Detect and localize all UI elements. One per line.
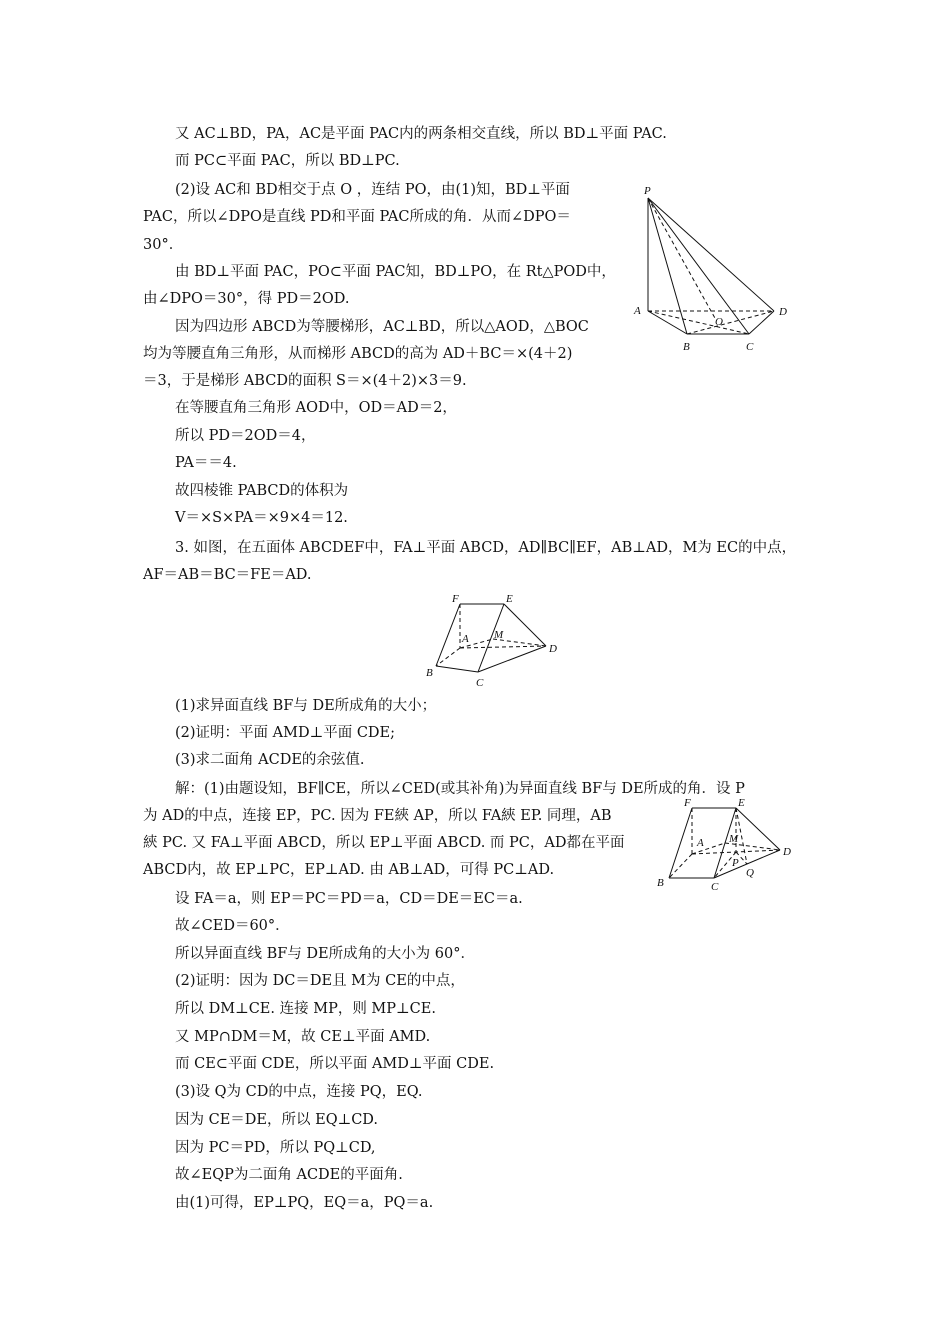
pentahedron-solution-figure <box>652 792 802 892</box>
text-line: 均为等腰直角三角形，从而梯形 ABCD的高为 AD＋BC＝×(4＋2) <box>143 346 573 362</box>
label-A: A <box>634 305 641 317</box>
label-E: E <box>738 797 745 809</box>
pentahedron-figure <box>418 590 568 690</box>
label-M: M <box>729 833 739 845</box>
text-line: 又 MP∩DM＝M，故 CE⊥平面 AMD. <box>175 1029 431 1045</box>
text-line: (2)证明：平面 AMD⊥平面 CDE; <box>175 725 396 741</box>
text-line: 又 AC⊥BD，PA，AC是平面 PAC内的两条相交直线，所以 BD⊥平面 PAC. <box>175 126 667 142</box>
text-line: PAC，所以∠DPO是直线 PD和平面 PAC所成的角．从而∠DPO＝ <box>143 209 571 225</box>
text-line: (3)求二面角 ACDE的余弦值. <box>175 752 365 768</box>
text-line: 由 BD⊥平面 PAC，PO⊂平面 PAC知，BD⊥PO，在 Rt△POD中， <box>175 264 616 280</box>
text-line: ABCD内，故 EP⊥PC，EP⊥AD. 由 AB⊥AD，可得 PC⊥AD. <box>143 862 555 878</box>
text-line: 在等腰直角三角形 AOD中，OD＝AD＝2， <box>175 400 457 416</box>
label-P: P <box>644 185 651 197</box>
label-P: P <box>732 857 739 869</box>
text-line: 故∠CED＝60°． <box>175 918 290 934</box>
text-line: 因为 CE＝DE，所以 EQ⊥CD. <box>175 1112 379 1128</box>
text-line: 故四棱锥 PABCD的体积为 <box>175 483 349 499</box>
label-C: C <box>711 881 719 892</box>
label-A: A <box>697 837 704 849</box>
label-C: C <box>746 341 754 353</box>
text-line: (2)证明：因为 DC＝DE且 M为 CE的中点， <box>175 973 465 989</box>
text-line: 故∠EQP为二面角 ACDE的平面角. <box>175 1167 403 1183</box>
text-line: 因为 PC＝PD，所以 PQ⊥CD, <box>175 1140 376 1156</box>
text-line: 设 FA＝a，则 EP＝PC＝PD＝a，CD＝DE＝EC＝a. <box>175 891 523 907</box>
label-D: D <box>779 306 787 318</box>
label-D: D <box>549 643 557 655</box>
text-line: AF＝AB＝BC＝FE＝AD. <box>143 567 312 583</box>
text-line: 解：(1)由题设知，BF∥CE，所以∠CED(或其补角)为异面直线 BF与 DE所成的角．设 P <box>175 781 745 797</box>
text-line: 所以 PD＝2OD＝4， <box>175 428 316 444</box>
label-F: F <box>452 593 459 605</box>
text-line: (1)求异面直线 BF与 DE所成角的大小； <box>175 698 437 714</box>
text-line: (3)设 Q为 CD的中点，连接 PQ，EQ. <box>175 1084 423 1100</box>
text-line: 由∠DPO＝30°，得 PD＝2OD. <box>143 291 350 307</box>
label-C: C <box>476 677 484 689</box>
text-line: V＝×S×PA＝×9×4＝12. <box>175 510 348 526</box>
label-F: F <box>684 797 691 809</box>
text-line: 因为四边形 ABCD为等腰梯形，AC⊥BD，所以△AOD，△BOC <box>175 319 589 335</box>
label-B: B <box>426 667 433 679</box>
text-line: ＝3，于是梯形 ABCD的面积 S＝×(4＋2)×3＝9. <box>143 373 467 389</box>
text-line: 3. 如图，在五面体 ABCDEF中，FA⊥平面 ABCD，AD∥BC∥EF，AB⊥AD，M为 EC的中点， <box>175 540 797 556</box>
text-line: 而 PC⊂平面 PAC，所以 BD⊥PC. <box>175 153 400 169</box>
label-E: E <box>506 593 513 605</box>
label-O: O <box>715 316 723 328</box>
label-B: B <box>683 341 690 353</box>
text-line: 綊 PC. 又 FA⊥平面 ABCD，所以 EP⊥平面 ABCD. 而 PC，AD都在平面 <box>143 835 625 851</box>
label-A: A <box>462 633 469 645</box>
text-line: 而 CE⊂平面 CDE，所以平面 AMD⊥平面 CDE. <box>175 1056 495 1072</box>
label-Q: Q <box>746 867 754 879</box>
label-M: M <box>494 629 504 641</box>
text-line: 30°． <box>143 237 184 253</box>
text-line: 为 AD的中点，连接 EP，PC. 因为 FE綊 AP，所以 FA綊 EP. 同理，AB <box>143 808 612 824</box>
text-line: 所以 DM⊥CE. 连接 MP，则 MP⊥CE. <box>175 1001 436 1017</box>
text-line: PA＝＝4. <box>175 455 237 471</box>
pyramid-figure <box>628 180 798 360</box>
text-line: 所以异面直线 BF与 DE所成角的大小为 60°． <box>175 946 475 962</box>
label-B: B <box>657 877 664 889</box>
text-line: (2)设 AC和 BD相交于点 O ，连结 PO，由(1)知，BD⊥平面 <box>175 182 570 198</box>
text-line: 由(1)可得，EP⊥PQ，EQ＝a，PQ＝a. <box>175 1195 434 1211</box>
label-D: D <box>783 846 791 858</box>
